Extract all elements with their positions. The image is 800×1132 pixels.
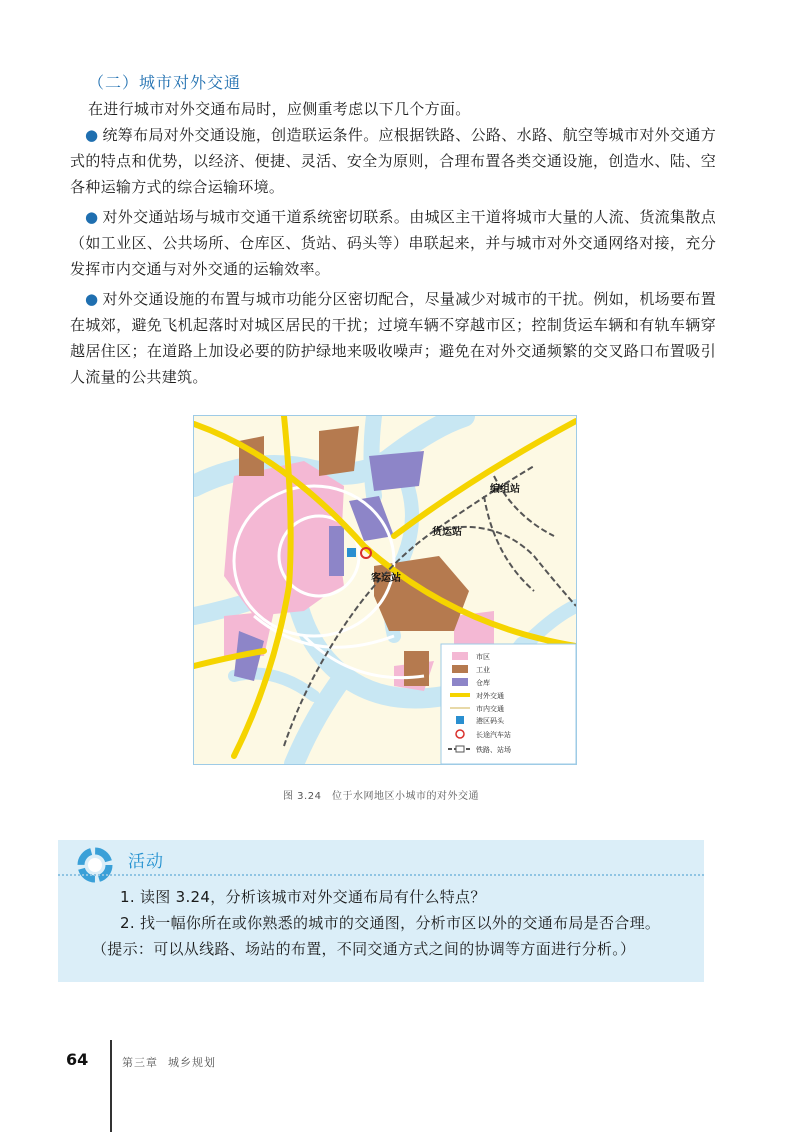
chapter-title: 城乡规划	[168, 1056, 216, 1069]
legend-port-label: 港区码头	[476, 717, 504, 725]
activity-hint: （提示：可以从线路、场站的布置，不同交通方式之间的协调等方面进行分析。）	[92, 940, 636, 958]
activity-box	[58, 840, 704, 982]
legend-port-icon	[456, 716, 464, 724]
city-transport-map	[193, 415, 577, 765]
map-svg	[194, 416, 576, 764]
legend-bus-label: 长途汽车站	[476, 731, 511, 739]
map-legend	[441, 644, 576, 764]
bullet-text-1: 统筹布局对外交通设施，创造联运条件。应根据铁路、公路、水路、航空等城市对外交通方式的特点和优势，以经济、便捷、灵活、安全为原则，合理布置各类交通设施，创造水、陆、空各种运输方式的综合运输环境。	[70, 126, 716, 196]
bullet-paragraph-3	[70, 286, 716, 390]
figure-caption: 图 3.24 位于水网地区小城市的对外交通	[283, 791, 479, 802]
bullet-icon: ●	[85, 208, 99, 226]
bullet-icon: ●	[85, 126, 99, 144]
legend-rail-label: 铁路、站场	[476, 746, 511, 754]
legend-warehouse-swatch	[452, 678, 468, 686]
dotted-divider	[58, 874, 704, 876]
legend-station-icon	[456, 746, 464, 752]
legend-warehouse-label: 仓库	[476, 679, 490, 687]
legend-urban-label: 市区	[476, 653, 490, 661]
page-number: 64	[66, 1050, 89, 1069]
port-icon	[347, 548, 356, 557]
label-freight-station: 货运站	[432, 527, 462, 538]
section-heading: （二）城市对外交通	[88, 73, 242, 92]
activity-title: 活动	[128, 852, 164, 872]
cycle-arrows-icon	[72, 842, 118, 888]
activity-item-2: 2. 找一幅你所在或你熟悉的城市的交通图，分析市区以外的交通布局是否合理。	[120, 914, 661, 932]
label-marshalling-yard: 编组站	[490, 484, 520, 495]
bullet-text-2: 对外交通站场与城市交通干道系统密切联系。由城区主干道将城市大量的人流、货流集散点（如工业区、公共场所、仓库区、货站、码头等）串联起来，并与城市对外交通网络对接，充分发挥市内交通与对外交通的运输效率。	[70, 208, 716, 278]
bullet-icon: ●	[85, 290, 99, 308]
label-passenger-station: 客运站	[371, 573, 401, 584]
legend-internal-label: 市内交通	[476, 705, 504, 713]
bullet-text-3: 对外交通设施的布置与城市功能分区密切配合，尽量减少对城市的干扰。例如，机场要布置在城郊，避免飞机起落时对城区居民的干扰；过境车辆不穿越市区；控制货运车辆和有轨车辆穿越居住区；在道路上加设必要的防护绿地来吸收噪声；避免在对外交通频繁的交叉路口布置吸引人流量的公共建筑。	[70, 290, 716, 386]
intro-paragraph: 在进行城市对外交通布局时，应侧重考虑以下几个方面。	[88, 100, 471, 118]
activity-item-1: 1. 读图 3.24，分析该城市对外交通布局有什么特点？	[120, 888, 486, 906]
legend-external-label: 对外交通	[476, 692, 504, 700]
bullet-paragraph-1	[70, 122, 716, 200]
footer-rule	[110, 1040, 112, 1132]
legend-industry-swatch	[452, 665, 468, 673]
bullet-paragraph-2	[70, 204, 716, 282]
chapter-label	[122, 1054, 226, 1070]
legend-urban-swatch	[452, 652, 468, 660]
chapter-number: 第三章	[122, 1056, 158, 1069]
legend-industry-label: 工业	[476, 666, 490, 674]
